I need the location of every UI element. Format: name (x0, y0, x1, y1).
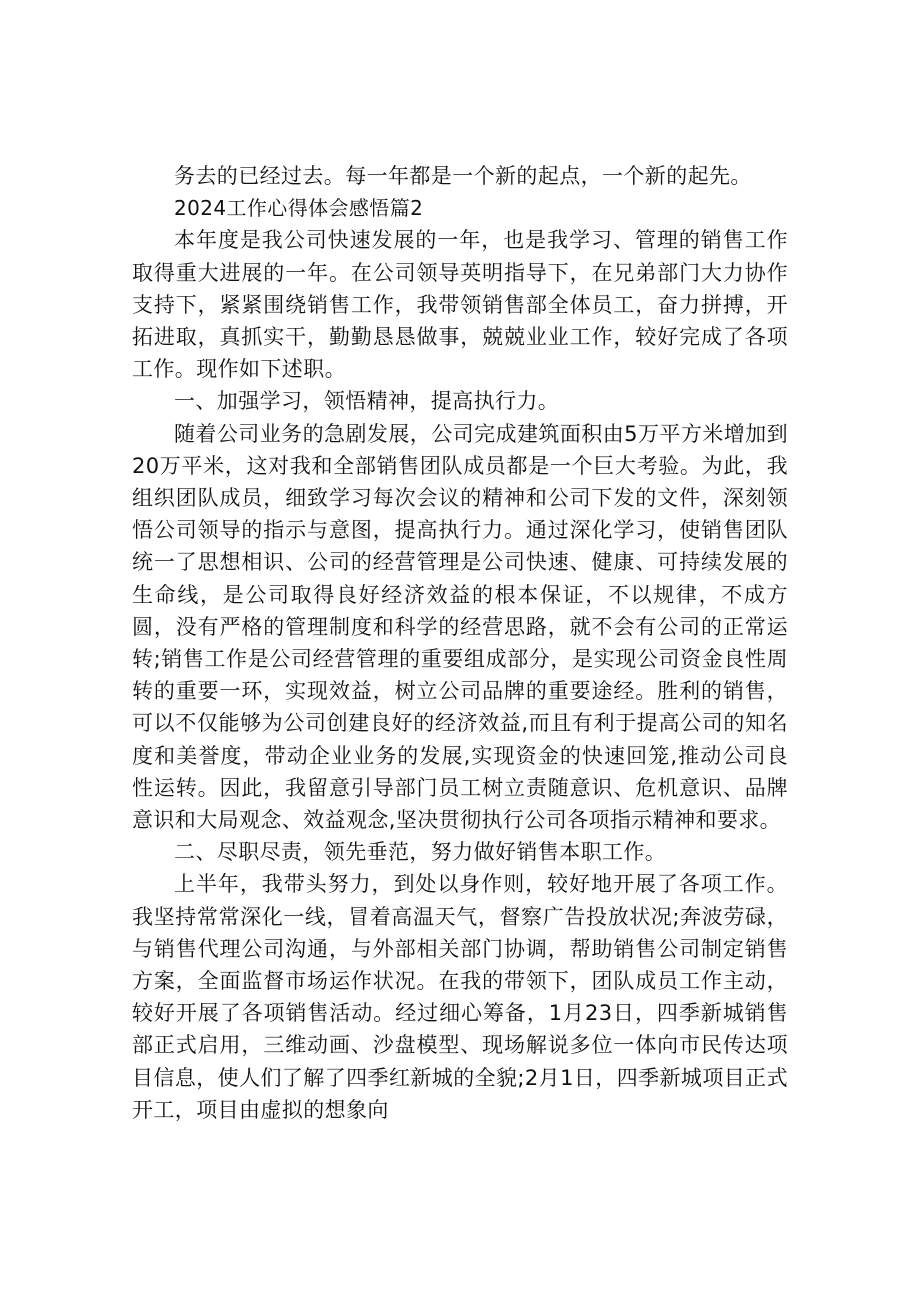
paragraph-intro: 本年度是我公司快速发展的一年，也是我学习、管理的销售工作取得重大进展的一年。在公司领导英明指导下，在兄弟部门大力协作支持下，紧紧围绕销售工作，我带领销售部全体员工，奋力拼搏，开拓进取，真抓实干，勤勤恳恳做事，兢兢业业工作，较好完成了各项工作。现作如下述职。 (132, 228, 788, 382)
paragraph-sales: 上半年，我带头努力，到处以身作则，较好地开展了各项工作。我坚持常常深化一线，冒着高温天气，督察广告投放状况;奔波劳碌，与销售代理公司沟通，与外部相关部门协调，帮助销售公司制定销售方案，全面监督市场运作状况。在我的带领下，团队成员工作主动，较好开展了各项销售活动。经过细心筹备，1月23日，四季新城销售部正式启用，三维动画、沙盘模型、现场解说多位一体向市民传达项目信息，使人们了解了四季红新城的全貌;2月1日，四季新城项目正式开工，项目由虚拟的想象向 (132, 872, 788, 1122)
paragraph-continued: 务去的已经过去。每一年都是一个新的起点，一个新的起先。 (174, 164, 752, 188)
subheading-two: 二、尽职尽责，领先垂范，努力做好销售本职工作。 (174, 840, 667, 865)
section-title: 2024工作心得体会感悟篇2 (174, 196, 424, 221)
document-body (132, 160, 788, 1126)
subheading-one: 一、加强学习，领悟精神，提高执行力。 (174, 389, 560, 414)
paragraph-study: 随着公司业务的急剧发展，公司完成建筑面积由5万平方米增加到20万平米，这对我和全部销售团队成员都是一个巨大考验。为此，我组织团队成员，细致学习每次会议的精神和公司下发的文件，深刻领悟公司领导的指示与意图，提高执行力。通过深化学习，使销售团队统一了思想相识、公司的经营管理是公司快速、健康、可持续发展的生命线，是公司取得良好经济效益的根本保证，不以规律，不成方圆，没有严格的管理制度和科学的经营思路，就不会有公司的正常运转;销售工作是公司经营管理的重要组成部分，是实现公司资金良性周转的重要一环，实现效益，树立公司品牌的重要途经。胜利的销售，可以不仅能够为公司创建良好的经济效益,而且有利于提高公司的知名度和美誉度，带动企业业务的发展,实现资金的快速回笼,推动公司良性运转。因此，我留意引导部门员工树立责随意识、危机意识、品牌意识和大局观念、效益观念,坚决贯彻执行公司各项指示精神和要求。 (132, 421, 788, 833)
